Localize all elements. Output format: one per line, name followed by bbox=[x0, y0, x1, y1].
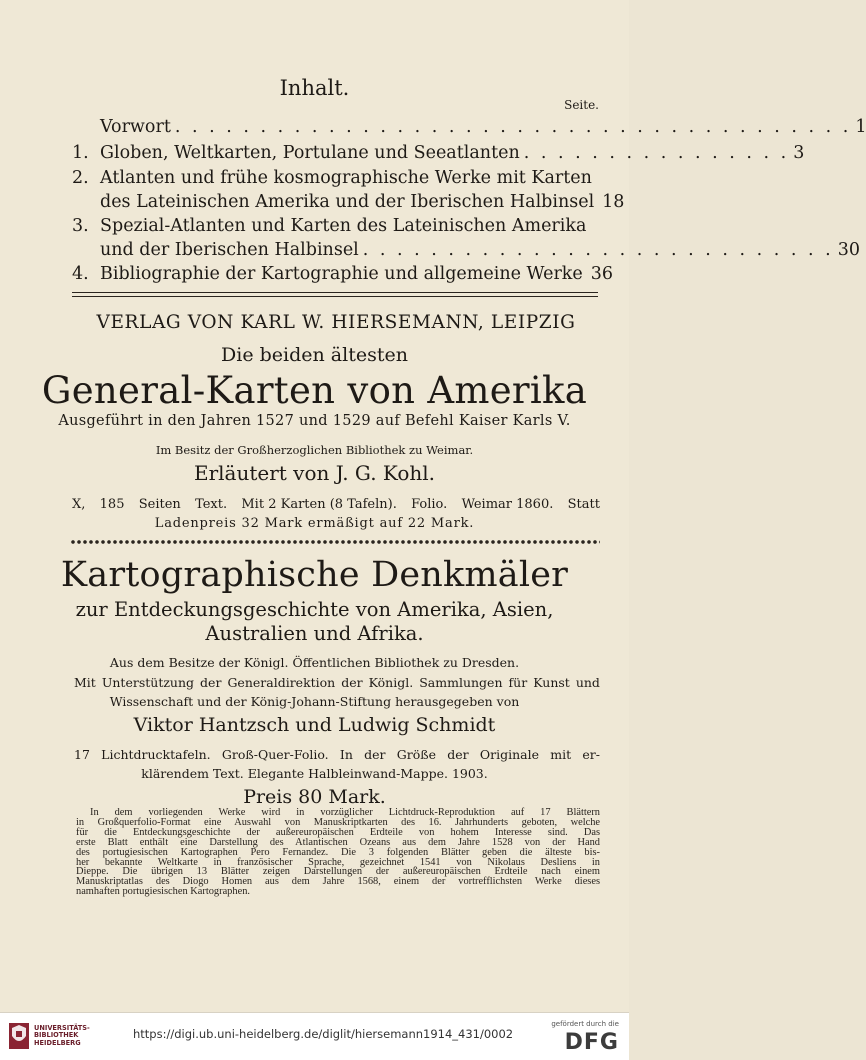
toc-title: Inhalt. bbox=[279, 76, 350, 100]
publisher-heading: VERLAG VON KARL W. HIERSEMANN, LEIPZIG bbox=[96, 312, 576, 333]
paragraph-line: her bekannte Weltkarte in französischer Sprache, gezeichnet 1541 von Nikolaus Desliens in bbox=[76, 856, 600, 868]
toc-page-header: Seite. bbox=[564, 98, 599, 112]
detail-word: Folio. bbox=[411, 497, 448, 512]
detail-word: Statt bbox=[567, 497, 600, 512]
book2-support-line2: Wissenschaft und der König-Johann-Stiftung herausgegeben von bbox=[109, 694, 520, 709]
toc-entry-text: Vorwort bbox=[100, 117, 171, 137]
ornamental-divider bbox=[70, 537, 600, 547]
paragraph-line: erste Blatt enthält eine Darstellung des Atlantischen Ozeans aus dem Jahre 1528 von der Hand bbox=[76, 836, 600, 848]
format-word: Größe bbox=[396, 747, 437, 762]
book1-author: Erläutert von J. G. Kohl. bbox=[193, 461, 435, 485]
permalink-url[interactable]: https://digi.ub.uni-heidelberg.de/diglit/hiersemann1914_431/0002 bbox=[133, 1027, 514, 1041]
toc-entry bbox=[72, 117, 866, 141]
detail-word: 185 bbox=[99, 497, 125, 512]
format-word: der bbox=[447, 747, 469, 762]
toc-entry-page: 30 bbox=[837, 240, 861, 260]
logo-line: UNIVERSITÄTS- bbox=[34, 1024, 90, 1032]
toc-entry bbox=[72, 240, 861, 264]
divider-rule bbox=[72, 292, 598, 293]
divider-rule bbox=[72, 296, 598, 297]
book1-title: General-Karten von Amerika bbox=[41, 369, 588, 412]
support-word: und bbox=[575, 675, 600, 690]
book1-details bbox=[72, 497, 600, 512]
format-word: Lichtdrucktafeln. bbox=[101, 747, 211, 762]
library-logo-text[interactable] bbox=[34, 1025, 90, 1047]
toc-entry-page: 1 bbox=[855, 117, 866, 137]
format-word: Originale bbox=[479, 747, 540, 762]
format-word: der bbox=[364, 747, 386, 762]
toc-entry-text: Atlanten und frühe kosmographische Werke mit Karten bbox=[100, 168, 592, 188]
book2-description bbox=[76, 808, 600, 897]
paragraph-line: in Großquerfolio-Format eine Auswahl von Manuskriptkarten des 16. Jahrhunderts geboten, welche bbox=[76, 816, 600, 828]
book2-source: Aus dem Besitze der Königl. Öffentlichen Bibliothek zu Dresden. bbox=[109, 655, 520, 670]
support-word: Königl. bbox=[368, 675, 414, 690]
format-word: In bbox=[339, 747, 353, 762]
paragraph-line: des portugiesischen Kartographen Pero Fernandez. Die 3 folgenden Blätter geben die älteste bis- bbox=[76, 846, 600, 858]
detail-word: X, bbox=[72, 497, 86, 512]
paragraph-line: In dem vorliegenden Werke wird in vorzüglicher Lichtdruck-Reproduktion auf 17 Blättern bbox=[90, 807, 600, 818]
book2-subtitle-line2: Australien und Afrika. bbox=[205, 622, 424, 645]
logo-line: HEIDELBERG bbox=[34, 1038, 81, 1047]
toc-entry bbox=[72, 168, 598, 192]
format-word: mit bbox=[550, 747, 572, 762]
toc-entry-text: Globen, Weltkarten, Portulane und Seeatlanten bbox=[100, 143, 520, 163]
format-word: Groß-Quer-Folio. bbox=[221, 747, 329, 762]
toc-entry bbox=[72, 143, 805, 167]
toc-entry-number: 2. bbox=[72, 168, 89, 188]
toc-entry bbox=[72, 192, 625, 216]
support-word: Generaldirektion bbox=[227, 675, 336, 690]
toc-entry-number: 3. bbox=[72, 216, 89, 236]
book2-authors: Viktor Hantzsch und Ludwig Schmidt bbox=[133, 714, 496, 736]
format-word: er- bbox=[582, 747, 600, 762]
paragraph-line: Dieppe. Die übrigen 13 Blätter zeigen Darstellungen der außereuropäischen Erdteile nach einem bbox=[76, 866, 600, 878]
detail-word: Weimar 1860. bbox=[461, 497, 554, 512]
toc-entry bbox=[72, 216, 598, 240]
support-word: der bbox=[341, 675, 363, 690]
book2-subtitle-line1: zur Entdeckungsgeschichte von Amerika, Asien, bbox=[75, 598, 554, 621]
toc-entry-text: Spezial-Atlanten und Karten des Lateinischen Amerika bbox=[100, 216, 587, 236]
book1-price: Ladenpreis 32 Mark ermäßigt auf 22 Mark. bbox=[154, 516, 475, 531]
support-word: Sammlungen bbox=[419, 675, 503, 690]
toc-leader-dots: . . . . . . . . . . . . . . . . bbox=[523, 143, 790, 163]
logo-line: BIBLIOTHEK bbox=[34, 1031, 79, 1040]
toc-entry-text: des Lateinischen Amerika und der Iberischen Halbinsel bbox=[100, 192, 595, 212]
book2-support-line bbox=[74, 675, 600, 690]
detail-word: Seiten bbox=[138, 497, 181, 512]
support-word: der bbox=[200, 675, 222, 690]
toc-entry-number: 1. bbox=[72, 143, 89, 163]
toc-entry-text: Bibliographie der Kartographie und allgemeine Werke bbox=[100, 264, 583, 284]
paragraph-line: Manuskriptatlas des Diogo Homen aus dem Jahre 1568, einem der vortrefflichsten Werke dieses bbox=[76, 876, 600, 888]
paragraph-line: namhaften portugiesischen Kartographen. bbox=[76, 886, 250, 898]
university-seal-icon bbox=[8, 1022, 30, 1050]
detail-word: Mit 2 Karten (8 Tafeln). bbox=[241, 497, 397, 512]
format-word: 17 bbox=[74, 747, 90, 762]
book2-format-line bbox=[74, 747, 600, 762]
toc-entry-page: 36 bbox=[590, 264, 614, 284]
toc-entry bbox=[72, 264, 614, 288]
book1-description: Ausgeführt in den Jahren 1527 und 1529 auf Befehl Kaiser Karls V. bbox=[58, 413, 571, 429]
toc-entry-text: und der Iberischen Halbinsel bbox=[100, 240, 359, 260]
viewer-footer bbox=[0, 1012, 629, 1060]
toc-entry-number: 4. bbox=[72, 264, 89, 284]
toc-entry-page: 3 bbox=[793, 143, 805, 163]
book1-subtitle: Die beiden ältesten bbox=[221, 344, 408, 366]
dfg-logo[interactable]: DFG bbox=[564, 1030, 619, 1055]
toc-leader-dots: . . . . . . . . . . . . . . . . . . . . . . . . . . . . . . . . . . . . . . . . bbox=[174, 117, 852, 137]
support-word: Mit bbox=[74, 675, 96, 690]
toc-entry-page: 18 bbox=[602, 192, 625, 212]
support-word: Unterstützung bbox=[101, 675, 195, 690]
book2-title: Kartographische Denkmäler bbox=[60, 555, 569, 595]
support-word: Kunst bbox=[533, 675, 570, 690]
book1-holding: Im Besitz der Großherzoglichen Bibliothek zu Weimar. bbox=[155, 443, 474, 457]
book2-price: Preis 80 Mark. bbox=[243, 786, 386, 808]
book2-format-line2: klärendem Text. Elegante Halbleinwand-Mappe. 1903. bbox=[141, 766, 488, 781]
paragraph-line: für die Entdeckungsgeschichte der außereuropäischen Erdteile von hohem Interesse sind. Das bbox=[76, 826, 600, 838]
detail-word: Text. bbox=[195, 497, 228, 512]
support-word: für bbox=[508, 675, 528, 690]
funded-by-label: gefördert durch die bbox=[551, 1020, 619, 1028]
toc-leader-dots: . . . . . . . . . . . . . . . . . . . . . . . . . . . . bbox=[362, 240, 834, 260]
